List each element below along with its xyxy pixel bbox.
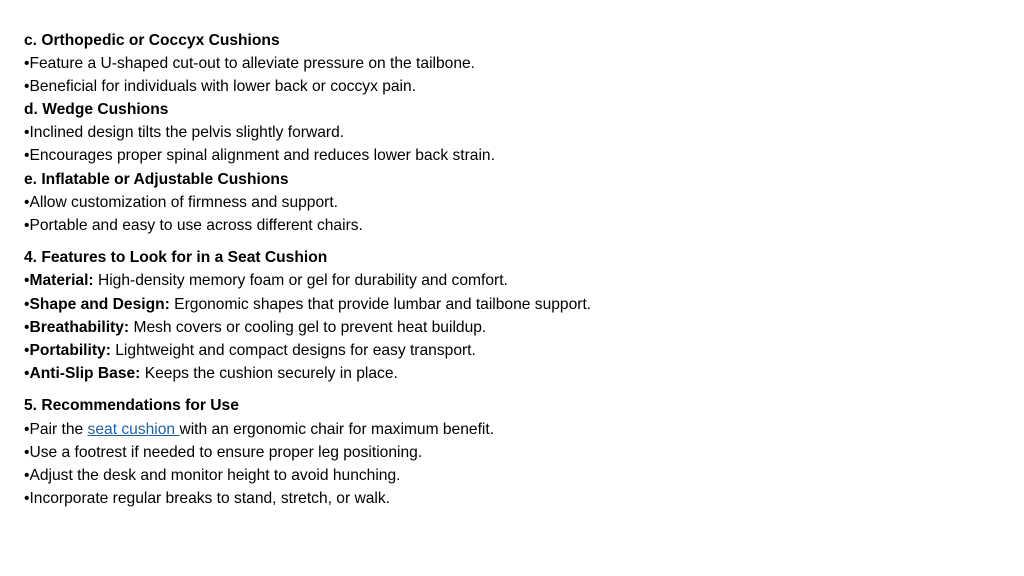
list-item-text: with an ergonomic chair for maximum benefit.	[179, 420, 495, 438]
feature-description: Keeps the cushion securely in place.	[140, 364, 398, 382]
feature-term: Shape and Design:	[29, 295, 170, 313]
feature-item-shape-design	[24, 293, 1004, 316]
list-item: •Encourages proper spinal alignment and reduces lower back strain.	[24, 147, 495, 165]
list-item: •Portable and easy to use across different chairs.	[24, 216, 363, 234]
list-item: •Allow customization of firmness and support.	[24, 193, 339, 211]
bullet: •	[24, 295, 30, 313]
feature-item-portability	[24, 339, 1004, 362]
feature-item-material	[24, 269, 1004, 292]
feature-description: Ergonomic shapes that provide lumbar and tailbone support.	[169, 295, 592, 313]
feature-description: Mesh covers or cooling gel to prevent heat buildup.	[129, 318, 487, 336]
list-item: •Beneficial for individuals with lower back or coccyx pain.	[24, 78, 417, 96]
feature-description: High-density memory foam or gel for durability and comfort.	[93, 272, 508, 290]
section-heading-orthopedic-cushions: c. Orthopedic or Coccyx Cushions	[24, 32, 280, 49]
feature-term: Breathability:	[29, 318, 130, 336]
section-heading-recommendations: 5. Recommendations for Use	[24, 397, 239, 415]
feature-description: Lightweight and compact designs for easy transport.	[110, 341, 476, 359]
feature-item-breathability	[24, 316, 1004, 339]
list-item: •Feature a U-shaped cut-out to alleviate pressure on the tailbone.	[24, 55, 476, 73]
document-body	[24, 29, 1004, 510]
seat-cushion-link[interactable]: seat cushion	[87, 420, 180, 438]
list-item: •Adjust the desk and monitor height to avoid hunching.	[24, 466, 401, 484]
bullet: •	[24, 341, 30, 359]
bullet: •	[24, 318, 30, 336]
list-item: •Incorporate regular breaks to stand, stretch, or walk.	[24, 489, 391, 507]
feature-term: Anti-Slip Base:	[29, 364, 141, 382]
section-heading-features: 4. Features to Look for in a Seat Cushion	[24, 249, 328, 267]
list-item	[24, 418, 1004, 441]
feature-item-anti-slip-base	[24, 362, 1004, 385]
bullet: •	[24, 272, 30, 290]
list-item-text: •Pair the	[24, 420, 88, 438]
feature-term: Portability:	[29, 341, 111, 359]
section-heading-wedge-cushions: d. Wedge Cushions	[24, 101, 169, 119]
list-item: •Use a footrest if needed to ensure proper leg positioning.	[24, 443, 423, 461]
bullet: •	[24, 364, 30, 382]
section-heading-inflatable-cushions: e. Inflatable or Adjustable Cushions	[24, 170, 289, 188]
feature-term: Material:	[29, 272, 94, 290]
list-item: •Inclined design tilts the pelvis slightly forward.	[24, 124, 345, 142]
